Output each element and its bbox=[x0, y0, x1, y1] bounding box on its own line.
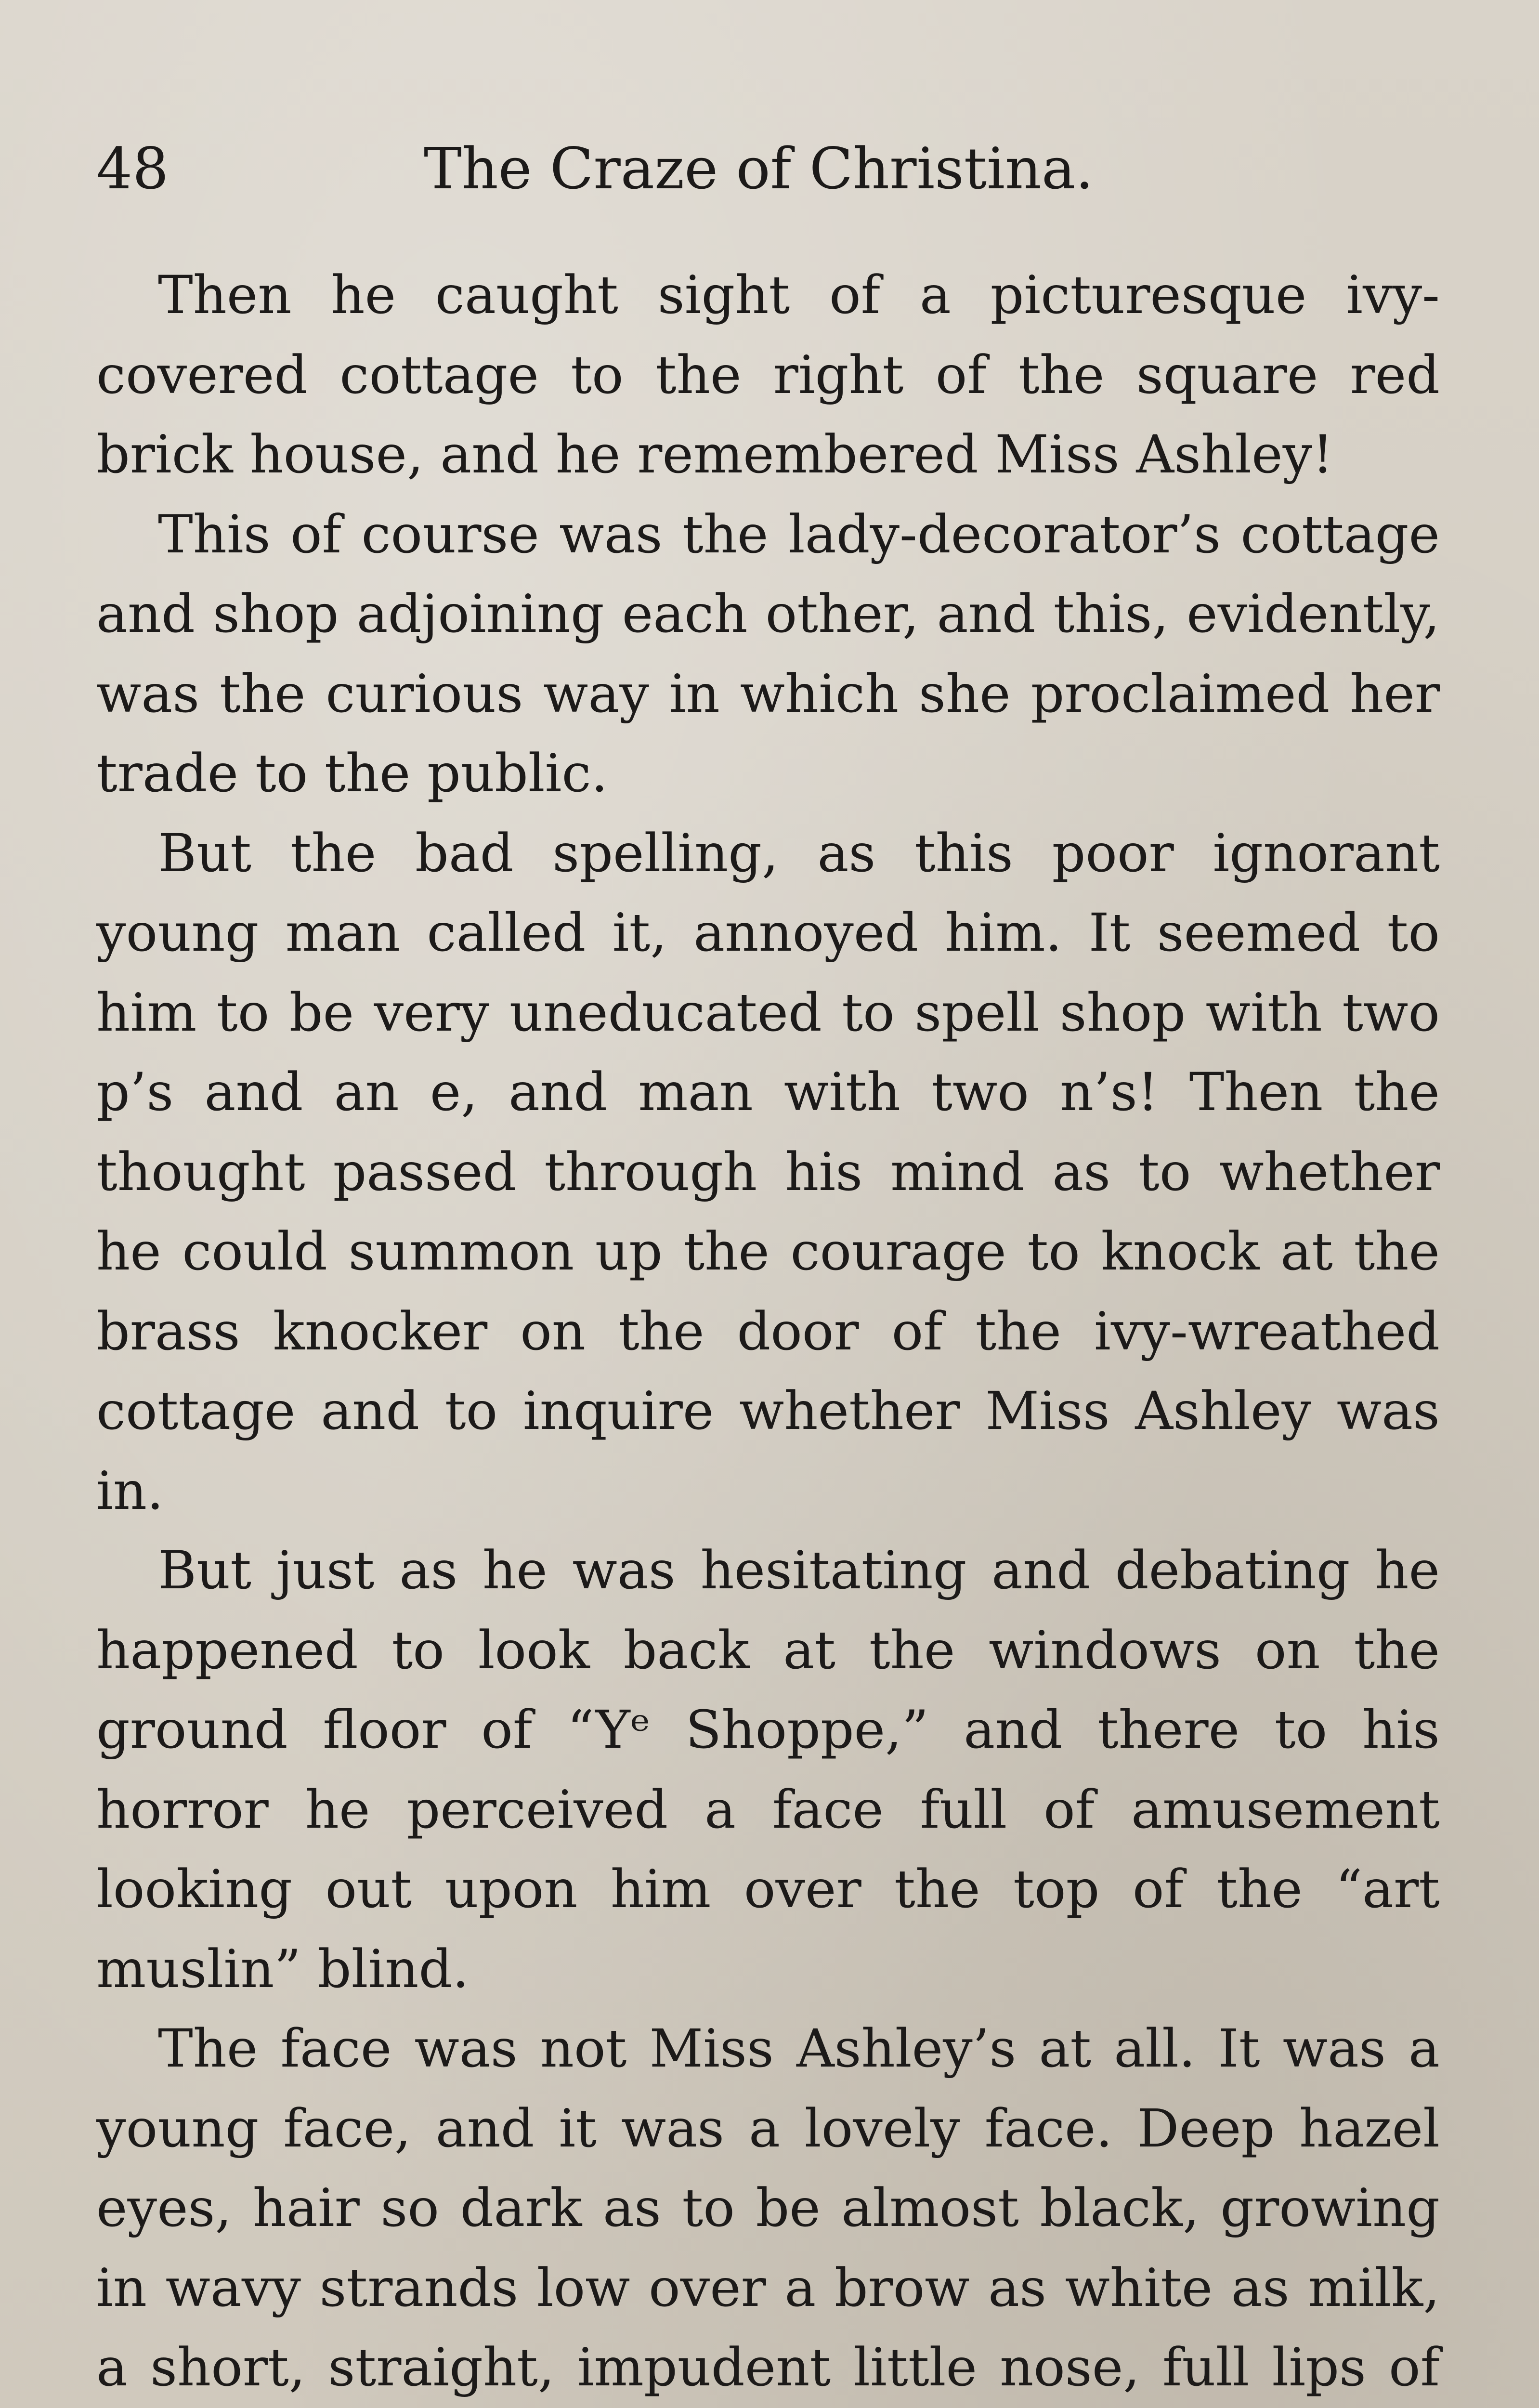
paragraph: This of course was the lady-decorator’s cottage and shop adjoining each other, and this, evidently, was the curious way in which she proclaimed her trade to the public. bbox=[96, 503, 1440, 804]
paragraph: But just as he was hesitating and debating he happened to look back at the windows on the ground floor of “Yᵉ Shoppe,” and there to his horror he perceived a face full of amusement looking out upon him over the top of the “art muslin” blind. bbox=[96, 1540, 1440, 2000]
running-header bbox=[96, 130, 1445, 207]
paragraph: The face was not Miss Ashley’s at all. It was a young face, and it was a lovely face. Deep hazel eyes, hair so dark as to be almost black, growing in wavy strands low over a brow as white as milk, a short, straight, impudent little nose, full lips of bbox=[96, 2018, 1440, 2398]
running-title: The Craze of Christina. bbox=[424, 135, 1094, 202]
paragraph: But the bad spelling, as this poor ignorant young man called it, annoyed him. It seemed to him to be very uneducated to spell shop with two p’s and an e, and man with two n’s! Then the thought passed through his mind as to whether he could summon up the courage to knock at the brass knocker on the door of the ivy-wreathed cottage and to inquire whether Miss Ashley was in. bbox=[96, 822, 1440, 1521]
body-text bbox=[96, 255, 1440, 2408]
paragraph: Then he caught sight of a picturesque ivy-covered cottage to the right of the square red brick house, and he remembered Miss Ashley! bbox=[96, 264, 1440, 485]
page-number: 48 bbox=[96, 135, 169, 202]
